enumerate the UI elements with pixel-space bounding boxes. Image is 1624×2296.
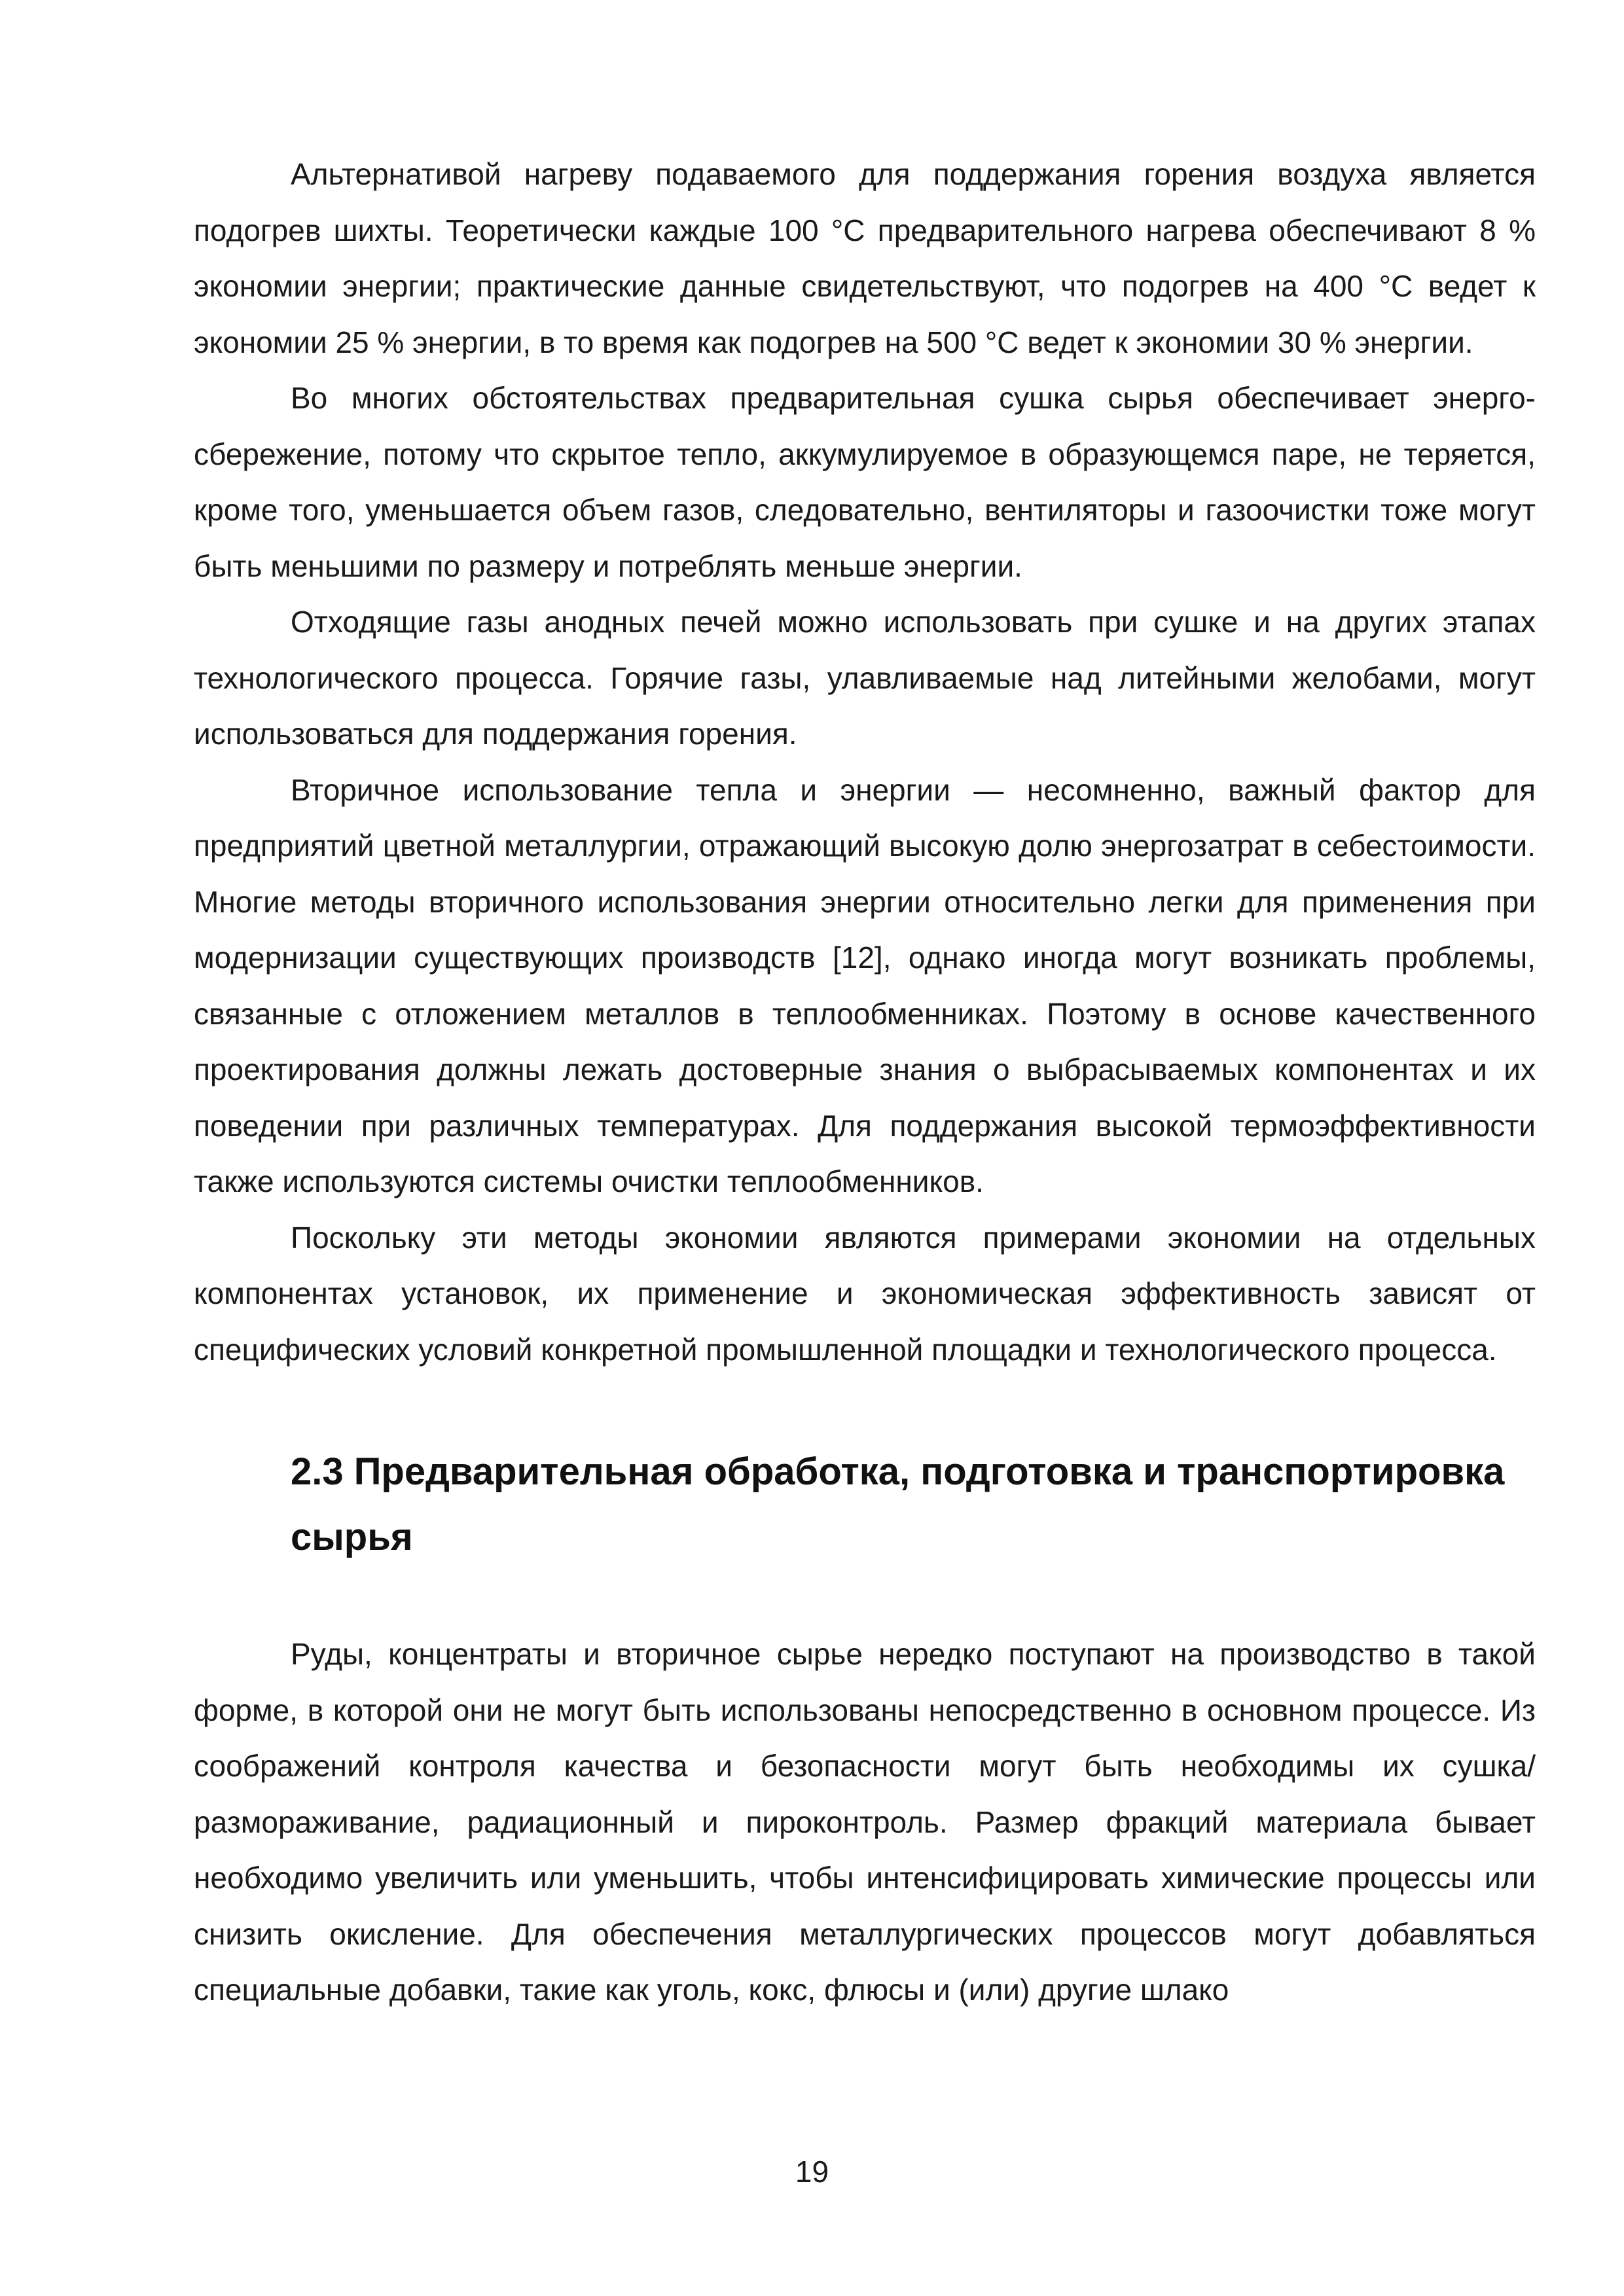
paragraph-economy-methods: Поскольку эти методы экономии являются примерами экономии на отдельных компонентах установок, их применение и экономическая эффективность зависят от специфических условий конкретной промышленной площадки и технологического процесса. [194, 1220, 1536, 1367]
paragraph-heat-energy-recovery: Вторичное использование тепла и энергии — несомненно, важный фактор для предприятий цветной металлургии, отражающий высокую долю энергозатрат в себестоимости. Многие методы вторичного использования энергии относительно легки для применения при модернизации существующих производств [12], однако иногда могут возникать проблемы, связанные с отложением металлов в теплообменниках. Поэтому в основе качественного проектирования должны лежать достоверные знания о выбрасываемых компонентах и их поведении при различных температурах. Для поддержания высокой термоэффективности также используются системы очистки теплообменников. [194, 772, 1536, 1198]
paragraph-raw-material-drying: Во многих обстоятельствах предварительная сушка сырья обеспечивает энергосбережение, потому что скрытое тепло, аккумулируемое в образующемся паре, не теряется, кроме того, уменьшается объем газов, следовательно, вентиляторы и газоочистки тоже могут быть меньшими по размеру и потреблять меньше энергии. [194, 381, 1536, 583]
text-column [194, 147, 1536, 2018]
paragraph-anode-furnace-gases: Отходящие газы анодных печей можно использовать при сушке и на других этапах технологического процесса. Горячие газы, улавливаемые над литейными желобами, могут использоваться для поддержания горения. [194, 605, 1536, 751]
page-number: 19 [795, 2155, 829, 2189]
paragraph-ores-concentrates: Руды, концентраты и вторичное сырье нередко поступают на производство в такой форме, в которой они не могут быть использованы непосредственно в основном процессе. Из соображений контроля качества и безопасности могут быть необходимы их сушка/размораживание, радиационный и пироконтроль. Размер фракций материала бывает необходимо увеличить или уменьшить, чтобы интенсифицировать химические процессы или снизить окисление. Для обеспечения металлургических процессов могут добавляться специальные добавки, такие как уголь, кокс, флюсы и (или) другие шлако [194, 1637, 1536, 2007]
section-heading: 2.3 Предварительная обработка, подготовка и транспортировка сырья [291, 1450, 1505, 1558]
paragraph-charge-preheating: Альтернативой нагреву подаваемого для поддержания горения воздуха является подогрев шихты. Теоретически каждые 100 °С предварительного нагрева обеспечивают 8 % экономии энергии; практические данные свидетельствуют, что подогрев на 400 °С ведет к экономии 25 % энергии, в то время как подогрев на 500 °С ведет к экономии 30 % энергии. [194, 157, 1536, 359]
